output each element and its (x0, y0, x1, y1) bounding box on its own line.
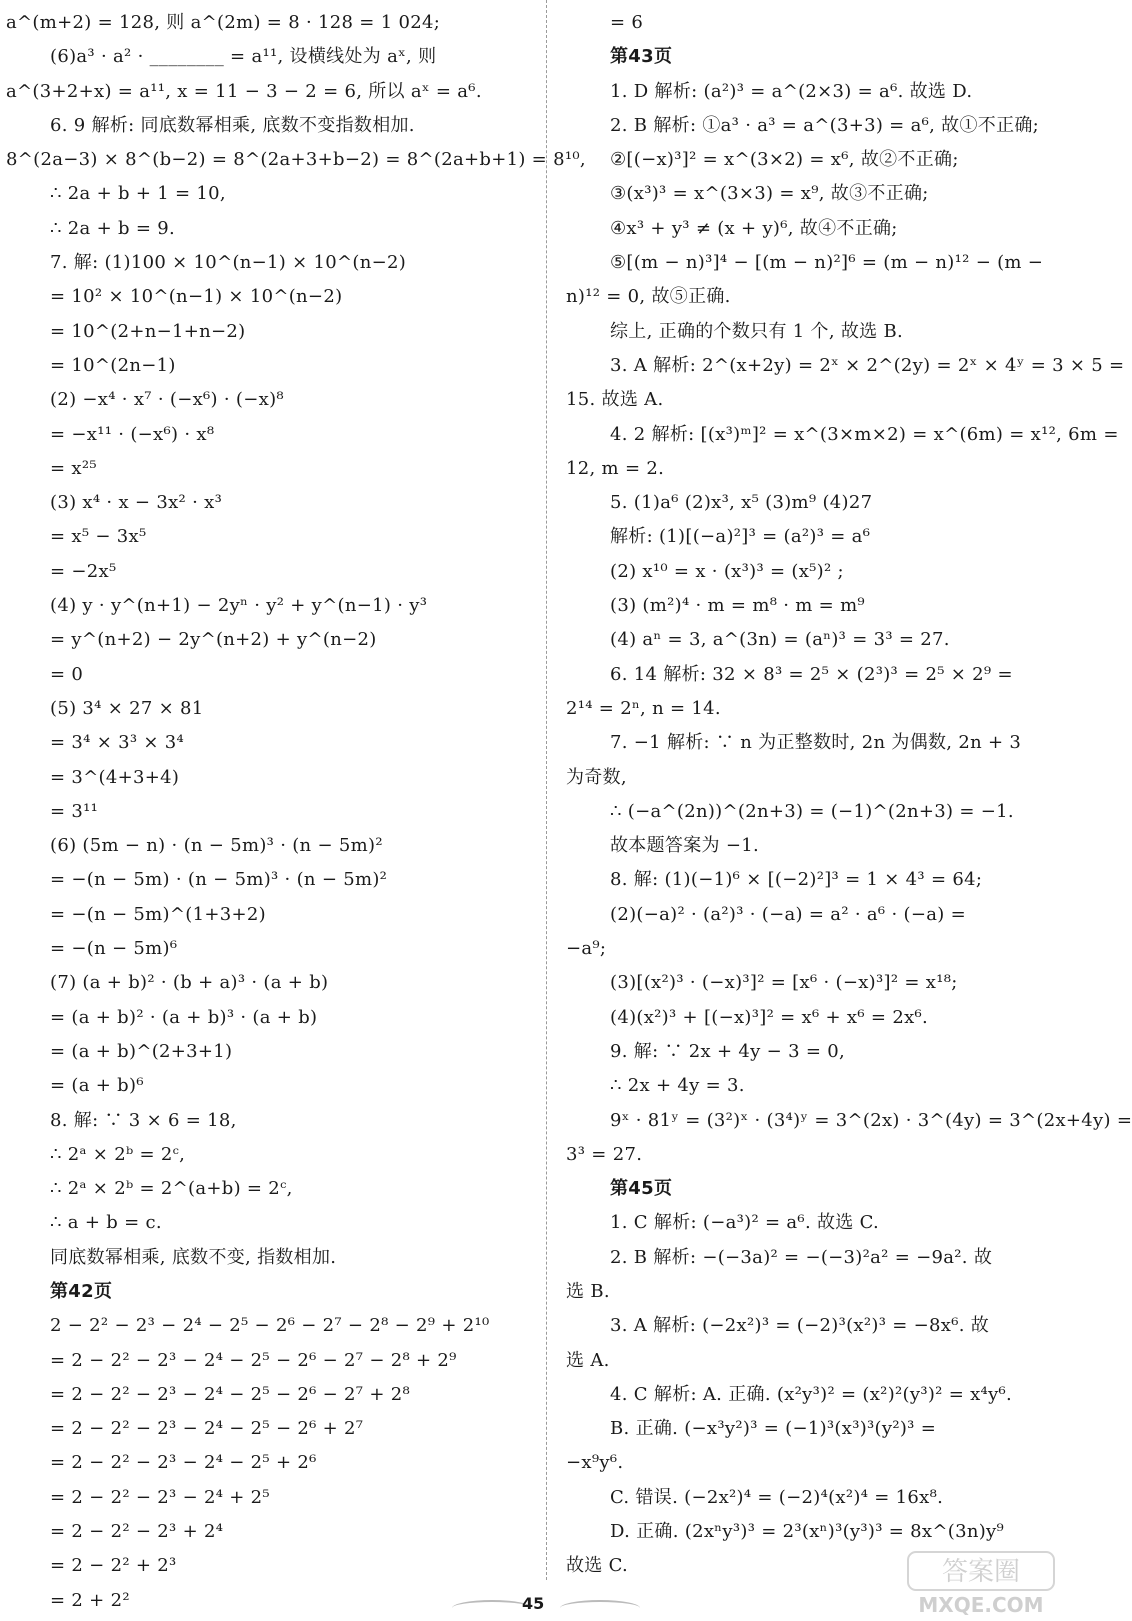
text-line: 6. 14 解析: 32 × 8³ = 2⁵ × (2³)³ = 2⁵ × 2⁹ = (610, 663, 1013, 685)
text-line: 9ˣ · 81ʸ = (3²)ˣ · (3⁴)ʸ = 3^(2x) · 3^(4y) = 3^(2x+4y) = (610, 1109, 1132, 1131)
text-line: ∴ 2a + b = 9. (50, 217, 176, 239)
text-line: = −(n − 5m)^(1+3+2) (50, 903, 266, 925)
text-line: (5) 3⁴ × 27 × 81 (50, 697, 204, 719)
text-line: 故本题答案为 −1. (610, 835, 759, 857)
text-line: −x⁹y⁶. (566, 1452, 624, 1474)
text-line: = 2 − 2² − 2³ − 2⁴ − 2⁵ − 2⁶ + 2⁷ (50, 1418, 364, 1440)
text-line: −a⁹; (566, 938, 607, 960)
page-number: 45 (522, 1594, 545, 1613)
text-line: = 2 − 2² − 2³ − 2⁴ − 2⁵ − 2⁶ − 2⁷ + 2⁸ (50, 1383, 411, 1405)
text-line: 6. 9 解析: 同底数幂相乘, 底数不变指数相加. (50, 114, 415, 136)
footer-ornament-right (560, 1600, 640, 1616)
text-line: = −(n − 5m) · (n − 5m)³ · (n − 5m)² (50, 869, 388, 891)
text-line: 15. 故选 A. (566, 389, 664, 411)
text-line: 选 B. (566, 1280, 610, 1302)
text-line: ②[(−x)³]² = x^(3×2) = x⁶, 故②不正确; (610, 149, 959, 171)
text-line: = −(n − 5m)⁶ (50, 938, 178, 960)
watermark-text: 答案圈 (941, 1557, 1021, 1587)
text-line: 4. C 解析: A. 正确. (x²y³)² = (x²)²(y³)² = x⁴y⁶. (610, 1383, 1013, 1405)
section-heading: 第42页 (50, 1280, 113, 1302)
text-line: = 10² × 10^(n−1) × 10^(n−2) (50, 286, 343, 308)
text-line: 4. 2 解析: [(x³)ᵐ]² = x^(3×m×2) = x^(6m) = x¹², 6m = (610, 423, 1119, 445)
text-line: 3. A 解析: (−2x²)³ = (−2)³(x²)³ = −8x⁶. 故 (610, 1315, 990, 1337)
text-line: 故选 C. (566, 1555, 629, 1577)
text-line: D. 正确. (2xⁿy³)³ = 2³(xⁿ)³(y³)³ = 8x^(3n)y⁹ (610, 1521, 1005, 1543)
text-line: (4) y · y^(n+1) − 2yⁿ · y² + y^(n−1) · y³ (50, 595, 428, 617)
column-divider (546, 0, 547, 1580)
text-line: (6) (5m − n) · (n − 5m)³ · (n − 5m)² (50, 835, 383, 857)
text-line: (4)(x²)³ + [(−x)³]² = x⁶ + x⁶ = 2x⁶. (610, 1006, 929, 1028)
text-line: = 2 − 2² + 2³ (50, 1555, 177, 1577)
text-line: ∴ 2x + 4y = 3. (610, 1075, 745, 1097)
text-line: = y^(n+2) − 2y^(n+2) + y^(n−2) (50, 629, 377, 651)
text-line: 8. 解: ∵ 3 × 6 = 18, (50, 1109, 237, 1131)
text-line: ∴ 2a + b + 1 = 10, (50, 183, 226, 205)
text-line: ∴ 2ᵃ × 2ᵇ = 2ᶜ, (50, 1143, 186, 1165)
text-line: 3³ = 27. (566, 1143, 643, 1165)
text-line: = (a + b)⁶ (50, 1075, 144, 1097)
text-line: = 2 − 2² − 2³ − 2⁴ − 2⁵ + 2⁶ (50, 1452, 317, 1474)
section-heading: 第43页 (610, 46, 673, 68)
text-line: 同底数幂相乘, 底数不变, 指数相加. (50, 1246, 337, 1268)
text-line: = 10^(2+n−1+n−2) (50, 320, 246, 342)
text-line: = 0 (50, 663, 84, 685)
text-line: a^(3+2+x) = a¹¹, x = 11 − 3 − 2 = 6, 所以 aˣ = a⁶. (6, 80, 482, 102)
text-line: (7) (a + b)² · (b + a)³ · (a + b) (50, 972, 329, 994)
text-line: 7. 解: (1)100 × 10^(n−1) × 10^(n−2) (50, 252, 407, 274)
text-line: 为奇数, (566, 766, 627, 788)
text-line: 7. −1 解析: ∵ n 为正整数时, 2n 为偶数, 2n + 3 (610, 732, 1022, 754)
right-column (566, 6, 1132, 1584)
text-line: 2¹⁴ = 2ⁿ, n = 14. (566, 697, 721, 719)
text-line: 1. C 解析: (−a³)² = a⁶. 故选 C. (610, 1212, 880, 1234)
text-line: ③(x³)³ = x^(3×3) = x⁹, 故③不正确; (610, 183, 929, 205)
watermark-logo (906, 1548, 1056, 1618)
text-line: ∴ 2ᵃ × 2ᵇ = 2^(a+b) = 2ᶜ, (50, 1178, 293, 1200)
text-line: 1. D 解析: (a²)³ = a^(2×3) = a⁶. 故选 D. (610, 80, 973, 102)
text-line: (2) x¹⁰ = x · (x³)³ = (x⁵)² ; (610, 560, 844, 582)
text-line: 综上, 正确的个数只有 1 个, 故选 B. (610, 320, 904, 342)
text-line: (3) x⁴ · x − 3x² · x³ (50, 492, 223, 514)
text-line: n)¹² = 0, 故⑤正确. (566, 286, 731, 308)
text-line: = 3¹¹ (50, 800, 99, 822)
watermark-url: MXQE.COM (918, 1593, 1044, 1617)
text-line: ∴ (−a^(2n))^(2n+3) = (−1)^(2n+3) = −1. (610, 800, 1014, 822)
text-line: C. 错误. (−2x²)⁴ = (−2)⁴(x²)⁴ = 16x⁸. (610, 1486, 944, 1508)
text-line: (3)[(x²)³ · (−x)³]² = [x⁶ · (−x)³]² = x¹⁸; (610, 972, 958, 994)
text-line: 9. 解: ∵ 2x + 4y − 3 = 0, (610, 1040, 846, 1062)
text-line: (2) −x⁴ · x⁷ · (−x⁶) · (−x)⁸ (50, 389, 284, 411)
text-line: = 6 (610, 12, 644, 33)
footer-ornament-left (452, 1600, 532, 1616)
text-line: 8. 解: (1)(−1)⁶ × [(−2)²]³ = 1 × 4³ = 64; (610, 869, 983, 891)
text-line: ⑤[(m − n)³]⁴ − [(m − n)²]⁶ = (m − n)¹² − (m − (610, 252, 1044, 274)
text-line: = 2 + 2² (50, 1589, 130, 1611)
text-line: = 2 − 2² − 2³ − 2⁴ + 2⁵ (50, 1486, 270, 1508)
text-line: 8^(2a−3) × 8^(b−2) = 8^(2a+3+b−2) = 8^(2a+b+1) = 8¹⁰, (6, 149, 586, 171)
text-line: a^(m+2) = 128, 则 a^(2m) = 8 · 128 = 1 024; (6, 12, 441, 33)
text-line: (2)(−a)² · (a²)³ · (−a) = a² · a⁶ · (−a) = (610, 903, 966, 925)
text-line: = 3^(4+3+4) (50, 766, 180, 788)
text-line: 解析: (1)[(−a)²]³ = (a²)³ = a⁶ (610, 526, 871, 548)
text-line: = 2 − 2² − 2³ + 2⁴ (50, 1521, 224, 1543)
text-line: = −x¹¹ · (−x⁶) · x⁸ (50, 423, 215, 445)
text-line: ∴ a + b = c. (50, 1212, 162, 1234)
text-line: = (a + b)² · (a + b)³ · (a + b) (50, 1006, 318, 1028)
text-line: = x⁵ − 3x⁵ (50, 526, 147, 548)
text-line: = x²⁵ (50, 457, 97, 479)
text-line: = 2 − 2² − 2³ − 2⁴ − 2⁵ − 2⁶ − 2⁷ − 2⁸ + 2⁹ (50, 1349, 457, 1371)
text-line: (3) (m²)⁴ · m = m⁸ · m = m⁹ (610, 595, 865, 617)
text-line: (4) aⁿ = 3, a^(3n) = (aⁿ)³ = 3³ = 27. (610, 629, 950, 651)
section-heading: 第45页 (610, 1178, 673, 1200)
text-line: = −2x⁵ (50, 560, 117, 582)
text-line: = 3⁴ × 3³ × 3⁴ (50, 732, 185, 754)
text-line: 2. B 解析: ①a³ · a³ = a^(3+3) = a⁶, 故①不正确; (610, 114, 1040, 136)
text-line: 3. A 解析: 2^(x+2y) = 2ˣ × 2^(2y) = 2ˣ × 4ʸ = 3 × 5 = (610, 354, 1125, 376)
text-line: 选 A. (566, 1349, 610, 1371)
text-line: (6)a³ · a² · ________ = a¹¹, 设横线处为 aˣ, 则 (50, 46, 437, 68)
text-line: 2 − 2² − 2³ − 2⁴ − 2⁵ − 2⁶ − 2⁷ − 2⁸ − 2⁹ + 2¹⁰ (50, 1315, 490, 1337)
text-line: 2. B 解析: −(−3a)² = −(−3)²a² = −9a². 故 (610, 1246, 993, 1268)
text-line: = (a + b)^(2+3+1) (50, 1040, 233, 1062)
text-line: 5. (1)a⁶ (2)x³, x⁵ (3)m⁹ (4)27 (610, 492, 873, 514)
text-line: ④x³ + y³ ≠ (x + y)⁶, 故④不正确; (610, 217, 898, 239)
text-line: B. 正确. (−x³y²)³ = (−1)³(x³)³(y²)³ = (610, 1418, 937, 1440)
text-line: 12, m = 2. (566, 457, 665, 479)
text-line: = 10^(2n−1) (50, 354, 176, 376)
left-column (6, 6, 586, 1618)
